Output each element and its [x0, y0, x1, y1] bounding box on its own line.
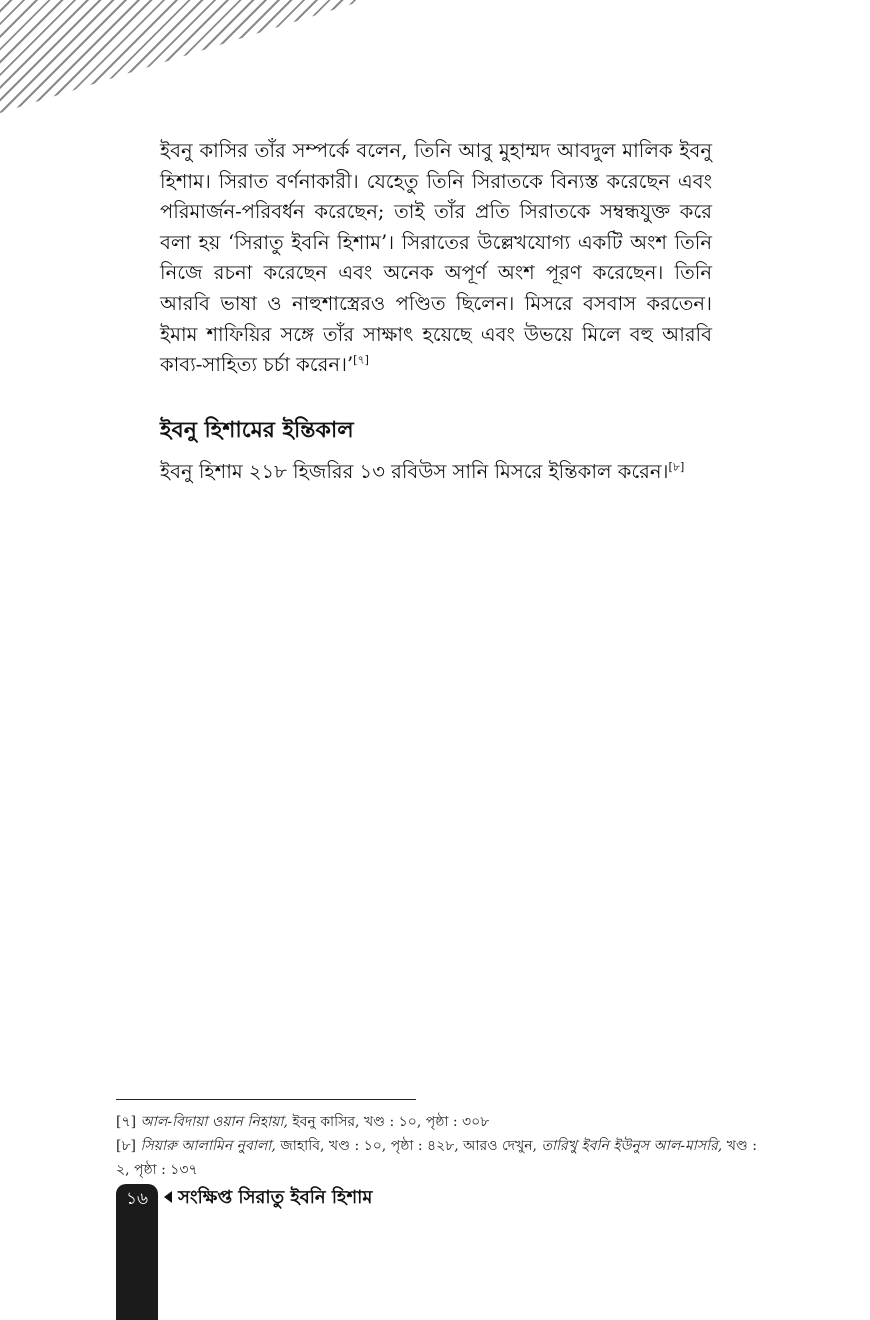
- footnote-source-details-2: খণ্ড : ২, পৃষ্ঠা : ১৩৭: [116, 1138, 757, 1178]
- book-title: সংক্ষিপ্ত সিরাতু ইবনি হিশাম: [178, 1187, 373, 1208]
- footnote-8: [116, 1134, 761, 1182]
- footnotes: [116, 1110, 761, 1182]
- left-triangle-icon: [164, 1191, 172, 1203]
- footnote-marker: [৮]: [116, 1138, 137, 1154]
- footnote-source-title: সিয়ারু আলামিন নুবালা,: [140, 1138, 276, 1154]
- section-heading: ইবনু হিশামের ইন্তিকাল: [160, 418, 354, 443]
- running-footer: [164, 1186, 372, 1210]
- paragraph-text: ইবনু কাসির তাঁর সম্পর্কে বলেন, তিনি আবু মুহাম্মদ আবদুল মালিক ইবনু হিশাম। সিরাত বর্ণনাকারী। যেহেতু তিনি সিরাতকে বিন্যস্ত করেছেন এবং পরিমার্জন-পরিবর্ধন করেছেন; তাই তাঁর প্রতি সিরাতকে সম্বন্ধযুক্ত করে বলা হয় ‘সিরাতু ইবনি হিশাম’। সিরাতের উল্লেখযোগ্য একটি অংশ তিনি নিজে রচনা করেছেন এবং অনেক অপূর্ণ অংশ পূরণ করেছেন। তিনি আরবি ভাষা ও নাহুশাস্ত্রেরও পণ্ডিত ছিলেন। মিসরে বসবাস করতেন। ইমাম শাফিয়ির সঙ্গে তাঁর সাক্ষাৎ হয়েছে এবং উভয়ে মিলে বহু আরবি কাব্য-সাহিত্য চর্চা করেন।’: [160, 139, 712, 377]
- page-number-tab: [116, 1184, 158, 1320]
- footnote-divider: [116, 1099, 416, 1100]
- footnote-source-title-2: তারিখু ইবনি ইউনুস আল-মাসরি,: [541, 1138, 723, 1154]
- section-text: ইবনু হিশাম ২১৮ হিজরির ১৩ রবিউস সানি মিসরে ইন্তিকাল করেন।: [160, 460, 669, 483]
- section-paragraph: [160, 456, 720, 488]
- footnote-source-details: ইবনু কাসির, খণ্ড : ১০, পৃষ্ঠা : ৩০৮: [292, 1114, 490, 1130]
- footnote-source-details: জাহাবি, খণ্ড : ১০, পৃষ্ঠা : ৪২৮, আরও দেখুন,: [280, 1138, 537, 1154]
- decorative-hatch-pattern: [0, 0, 365, 113]
- footnote-source-title: আল-বিদায়া ওয়ান নিহায়া,: [140, 1114, 288, 1130]
- footnote-7: [116, 1110, 761, 1134]
- footnote-ref-7[interactable]: [৭]: [353, 353, 369, 367]
- body-paragraph: [160, 136, 712, 381]
- footnote-ref-8[interactable]: [৮]: [668, 460, 685, 474]
- page-number: ১৬: [125, 1189, 149, 1209]
- footnote-marker: [৭]: [116, 1114, 137, 1130]
